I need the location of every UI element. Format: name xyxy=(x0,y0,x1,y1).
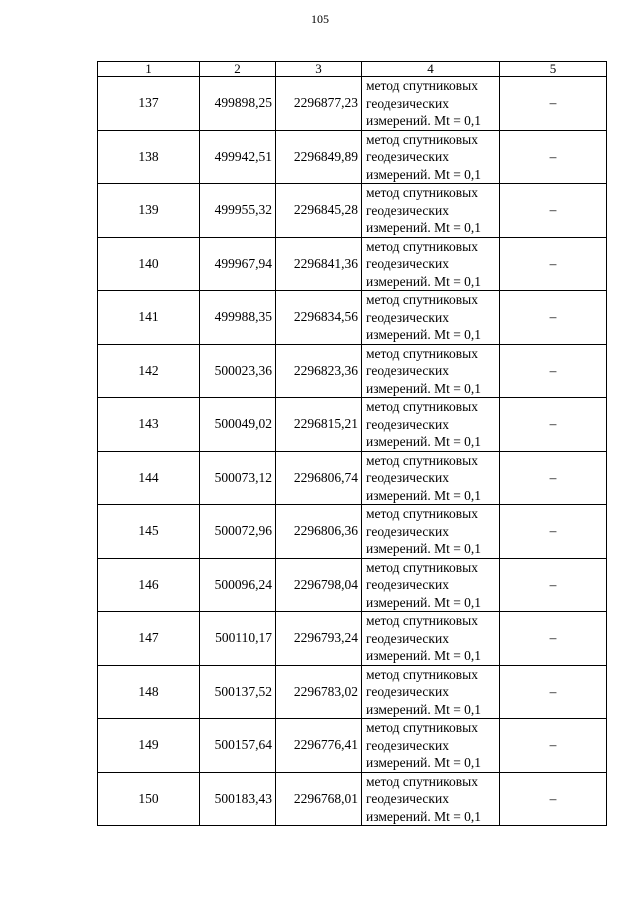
point-number-cell: 141 xyxy=(98,291,200,345)
table-row xyxy=(98,558,607,612)
table-row xyxy=(98,77,607,131)
method-line: измерений. Mt = 0,1 xyxy=(366,755,482,770)
method-line: измерений. Mt = 0,1 xyxy=(366,594,482,610)
description-cell: – xyxy=(500,719,607,773)
point-number-cell: 148 xyxy=(98,665,200,719)
y-coordinate-cell: 2296806,36 xyxy=(276,505,362,559)
description-cell: – xyxy=(500,772,607,826)
method-cell xyxy=(362,665,500,719)
description-cell: – xyxy=(500,558,607,612)
table-row xyxy=(98,130,607,184)
method-cell xyxy=(362,344,500,398)
coordinates-table xyxy=(97,61,607,826)
page-number: 105 xyxy=(311,12,329,26)
point-number-cell: 143 xyxy=(98,398,200,452)
y-coordinate-cell: 2296798,04 xyxy=(276,558,362,612)
y-coordinate-cell: 2296877,23 xyxy=(276,77,362,131)
description-cell: – xyxy=(500,184,607,238)
column-header: 4 xyxy=(362,62,500,77)
method-line: измерений. Mt = 0,1 xyxy=(366,166,482,182)
x-coordinate-cell: 500137,52 xyxy=(200,665,276,719)
method-line: геодезических xyxy=(366,416,449,432)
method-line: метод спутниковых xyxy=(366,666,478,682)
x-coordinate-cell: 500073,12 xyxy=(200,451,276,505)
method-line: геодезических xyxy=(366,363,449,378)
x-coordinate-cell: 499955,32 xyxy=(200,184,276,238)
x-coordinate-cell: 500183,43 xyxy=(200,772,276,826)
x-coordinate-cell: 500096,24 xyxy=(200,558,276,612)
method-line: метод спутниковых xyxy=(366,773,478,789)
method-line: метод спутниковых xyxy=(366,345,478,361)
point-number-cell: 142 xyxy=(98,344,200,398)
table-header-row xyxy=(98,62,607,77)
method-line: метод спутниковых xyxy=(366,292,478,307)
y-coordinate-cell: 2296793,24 xyxy=(276,612,362,666)
x-coordinate-cell: 500049,02 xyxy=(200,398,276,452)
table-row xyxy=(98,451,607,505)
method-line: геодезических xyxy=(366,309,449,325)
x-coordinate-cell: 499942,51 xyxy=(200,130,276,184)
table-row xyxy=(98,291,607,345)
point-number-cell: 137 xyxy=(98,77,200,131)
method-line: измерений. Mt = 0,1 xyxy=(366,273,482,289)
table-row xyxy=(98,237,607,291)
method-line: метод спутниковых xyxy=(366,185,478,200)
point-number-cell: 144 xyxy=(98,451,200,505)
x-coordinate-cell: 500072,96 xyxy=(200,505,276,559)
method-line: метод спутниковых xyxy=(366,399,478,414)
description-cell: – xyxy=(500,505,607,559)
method-cell xyxy=(362,237,500,291)
table-row xyxy=(98,719,607,773)
description-cell: – xyxy=(500,451,607,505)
method-cell xyxy=(362,398,500,452)
method-line: измерений. Mt = 0,1 xyxy=(366,380,482,396)
method-line: геодезических xyxy=(366,577,449,592)
x-coordinate-cell: 500157,64 xyxy=(200,719,276,773)
method-line: метод спутниковых xyxy=(366,559,478,575)
method-line: измерений. Mt = 0,1 xyxy=(366,434,482,449)
table-row xyxy=(98,184,607,238)
point-number-cell: 138 xyxy=(98,130,200,184)
column-header: 3 xyxy=(276,62,362,77)
method-line: геодезических xyxy=(366,95,449,111)
y-coordinate-cell: 2296834,56 xyxy=(276,291,362,345)
method-cell xyxy=(362,719,500,773)
point-number-cell: 140 xyxy=(98,237,200,291)
point-number-cell: 139 xyxy=(98,184,200,238)
table-row xyxy=(98,398,607,452)
method-line: геодезических xyxy=(366,737,449,753)
y-coordinate-cell: 2296783,02 xyxy=(276,665,362,719)
table-row xyxy=(98,344,607,398)
point-number-cell: 145 xyxy=(98,505,200,559)
table-row xyxy=(98,772,607,826)
y-coordinate-cell: 2296845,28 xyxy=(276,184,362,238)
method-line: измерений. Mt = 0,1 xyxy=(366,220,482,235)
point-number-cell: 150 xyxy=(98,772,200,826)
method-cell xyxy=(362,184,500,238)
x-coordinate-cell: 499898,25 xyxy=(200,77,276,131)
method-cell xyxy=(362,451,500,505)
method-line: метод спутниковых xyxy=(366,720,478,735)
method-line: измерений. Mt = 0,1 xyxy=(366,808,482,824)
method-line: геодезических xyxy=(366,630,449,646)
method-line: метод спутниковых xyxy=(366,613,478,628)
method-line: метод спутниковых xyxy=(366,452,478,468)
description-cell: – xyxy=(500,398,607,452)
method-line: метод спутниковых xyxy=(366,238,478,254)
description-cell: – xyxy=(500,612,607,666)
method-cell xyxy=(362,505,500,559)
method-line: геодезических xyxy=(366,470,449,485)
description-cell: – xyxy=(500,291,607,345)
method-line: измерений. Mt = 0,1 xyxy=(366,327,482,342)
y-coordinate-cell: 2296806,74 xyxy=(276,451,362,505)
column-header: 1 xyxy=(98,62,200,77)
y-coordinate-cell: 2296776,41 xyxy=(276,719,362,773)
y-coordinate-cell: 2296815,21 xyxy=(276,398,362,452)
description-cell: – xyxy=(500,344,607,398)
y-coordinate-cell: 2296768,01 xyxy=(276,772,362,826)
method-line: геодезических xyxy=(366,684,449,699)
point-number-cell: 146 xyxy=(98,558,200,612)
y-coordinate-cell: 2296823,36 xyxy=(276,344,362,398)
method-line: метод спутниковых xyxy=(366,131,478,147)
method-line: измерений. Mt = 0,1 xyxy=(366,648,482,663)
x-coordinate-cell: 500110,17 xyxy=(200,612,276,666)
method-cell xyxy=(362,558,500,612)
method-line: измерений. Mt = 0,1 xyxy=(366,113,482,128)
method-line: геодезических xyxy=(366,202,449,218)
point-number-cell: 149 xyxy=(98,719,200,773)
method-line: геодезических xyxy=(366,523,449,539)
x-coordinate-cell: 499988,35 xyxy=(200,291,276,345)
column-header: 5 xyxy=(500,62,607,77)
method-cell xyxy=(362,772,500,826)
description-cell: – xyxy=(500,130,607,184)
table-row xyxy=(98,665,607,719)
table-row xyxy=(98,612,607,666)
method-line: геодезических xyxy=(366,256,449,271)
method-cell xyxy=(362,130,500,184)
x-coordinate-cell: 500023,36 xyxy=(200,344,276,398)
method-line: измерений. Mt = 0,1 xyxy=(366,487,482,503)
table-row xyxy=(98,505,607,559)
method-line: измерений. Mt = 0,1 xyxy=(366,541,482,556)
description-cell: – xyxy=(500,77,607,131)
method-cell xyxy=(362,612,500,666)
method-line: геодезических xyxy=(366,791,449,806)
description-cell: – xyxy=(500,665,607,719)
method-line: метод спутниковых xyxy=(366,506,478,521)
method-line: метод спутниковых xyxy=(366,78,478,93)
x-coordinate-cell: 499967,94 xyxy=(200,237,276,291)
method-line: измерений. Mt = 0,1 xyxy=(366,701,482,717)
method-line: геодезических xyxy=(366,149,449,164)
description-cell: – xyxy=(500,237,607,291)
method-cell xyxy=(362,77,500,131)
method-cell xyxy=(362,291,500,345)
point-number-cell: 147 xyxy=(98,612,200,666)
y-coordinate-cell: 2296849,89 xyxy=(276,130,362,184)
column-header: 2 xyxy=(200,62,276,77)
y-coordinate-cell: 2296841,36 xyxy=(276,237,362,291)
